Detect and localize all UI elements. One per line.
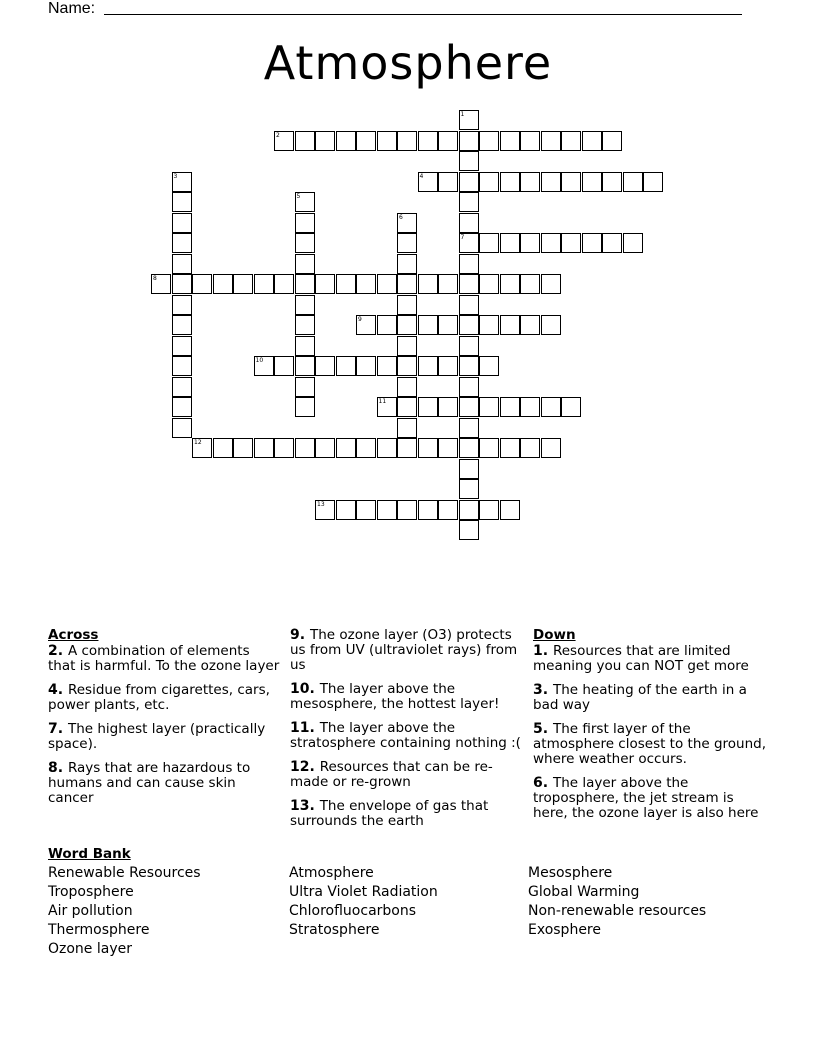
crossword-cell[interactable] <box>479 315 499 335</box>
crossword-cell[interactable] <box>459 459 479 479</box>
crossword-cell[interactable] <box>274 131 294 151</box>
crossword-cell[interactable] <box>377 397 397 417</box>
clue-number-13: 13 <box>317 500 325 508</box>
crossword-cell[interactable] <box>356 438 376 458</box>
crossword-cell[interactable] <box>377 315 397 335</box>
crossword-cell[interactable] <box>438 397 458 417</box>
word-bank-column-1 <box>48 864 201 959</box>
crossword-cell[interactable] <box>233 274 253 294</box>
crossword-cell[interactable] <box>459 315 479 335</box>
word-bank-item: Ozone layer <box>48 941 132 957</box>
crossword-cell[interactable] <box>418 274 438 294</box>
crossword-cell[interactable] <box>172 172 192 192</box>
crossword-cell[interactable] <box>479 438 499 458</box>
crossword-cell[interactable] <box>356 500 376 520</box>
name-underline[interactable] <box>104 14 742 15</box>
crossword-cell[interactable] <box>500 315 520 335</box>
clue-number-4: 4 <box>419 172 424 180</box>
crossword-cell[interactable] <box>520 397 540 417</box>
word-bank-column-3 <box>528 864 706 940</box>
crossword-cell[interactable] <box>397 500 417 520</box>
crossword-cell[interactable] <box>479 172 499 192</box>
crossword-cell[interactable] <box>397 131 417 151</box>
crossword-cell[interactable] <box>172 213 192 233</box>
clue-number-6: 6 <box>399 213 403 221</box>
clue-number-7: 7 <box>460 234 465 241</box>
crossword-cell[interactable] <box>356 131 376 151</box>
clue-number-9: 9 <box>358 316 362 323</box>
across-clues-column-1 <box>48 628 280 815</box>
crossword-cell[interactable] <box>459 356 479 376</box>
clue-across-7: 7. The highest layer (practically space). <box>48 721 266 752</box>
crossword-cell[interactable] <box>397 315 417 335</box>
crossword-cell[interactable] <box>418 172 438 192</box>
crossword-cell[interactable] <box>582 131 602 151</box>
crossword-cell[interactable] <box>643 172 663 192</box>
crossword-cell[interactable] <box>459 295 479 315</box>
crossword-cell[interactable] <box>315 131 335 151</box>
crossword-cell[interactable] <box>459 192 479 212</box>
crossword-cell[interactable] <box>172 192 192 212</box>
crossword-cell[interactable] <box>356 274 376 294</box>
word-bank-item: Stratosphere <box>289 922 380 938</box>
crossword-cell[interactable] <box>438 172 458 192</box>
crossword-cell[interactable] <box>172 254 192 274</box>
crossword-cell[interactable] <box>459 500 479 520</box>
crossword-cell[interactable] <box>397 377 417 397</box>
crossword-cell[interactable] <box>397 336 417 356</box>
crossword-cell[interactable] <box>520 131 540 151</box>
crossword-cell[interactable] <box>397 233 417 253</box>
crossword-cell[interactable] <box>459 213 479 233</box>
clue-across-11: 11. The layer above the stratosphere containing nothing :( <box>290 720 521 751</box>
crossword-cell[interactable] <box>500 500 520 520</box>
page-title: Atmosphere <box>263 36 553 90</box>
down-clues-column <box>533 628 769 830</box>
crossword-cell[interactable] <box>459 233 479 253</box>
crossword-cell[interactable] <box>541 172 561 192</box>
crossword-cell[interactable] <box>172 418 192 438</box>
crossword-cell[interactable] <box>459 418 479 438</box>
clue-across-13: 13. The envelope of gas that surrounds the earth <box>290 798 489 829</box>
crossword-cell[interactable] <box>254 274 274 294</box>
crossword-cell[interactable] <box>438 274 458 294</box>
clue-across-10: 10. The layer above the mesosphere, the hottest layer! <box>290 681 500 712</box>
crossword-cell[interactable] <box>602 131 622 151</box>
clue-number-3: 3 <box>173 172 178 180</box>
word-bank-column-2 <box>289 864 438 940</box>
crossword-cell[interactable] <box>479 131 499 151</box>
crossword-cell[interactable] <box>315 438 335 458</box>
crossword-cell[interactable] <box>438 356 458 376</box>
crossword-cell[interactable] <box>541 438 561 458</box>
clue-across-12: 12. Resources that can be re-made or re-grown <box>290 759 493 790</box>
crossword-cell[interactable] <box>500 438 520 458</box>
clue-down-1: 1. Resources that are limited meaning you can NOT get more <box>533 643 749 674</box>
clue-across-9: 9. The ozone layer (O3) protects us from UV (ultraviolet rays) from us <box>290 627 518 673</box>
crossword-cell[interactable] <box>459 336 479 356</box>
crossword-cell[interactable] <box>377 131 397 151</box>
crossword-cell[interactable] <box>377 356 397 376</box>
crossword-cell[interactable] <box>336 131 356 151</box>
clue-down-3: 3. The heating of the earth in a bad way <box>533 682 747 713</box>
crossword-cell[interactable] <box>459 172 479 192</box>
crossword-cell[interactable] <box>397 438 417 458</box>
crossword-cell[interactable] <box>561 233 581 253</box>
crossword-cell[interactable] <box>582 233 602 253</box>
crossword-cell[interactable] <box>541 274 561 294</box>
crossword-cell[interactable] <box>479 233 499 253</box>
crossword-cell[interactable] <box>295 254 315 274</box>
word-bank-item: Ultra Violet Radiation <box>289 884 438 900</box>
crossword-cell[interactable] <box>295 438 315 458</box>
crossword-cell[interactable] <box>172 336 192 356</box>
crossword-cell[interactable] <box>274 356 294 376</box>
crossword-cell[interactable] <box>438 131 458 151</box>
crossword-cell[interactable] <box>295 274 315 294</box>
word-bank-item: Global Warming <box>528 884 640 900</box>
crossword-cell[interactable] <box>459 479 479 499</box>
crossword-cell[interactable] <box>295 377 315 397</box>
across-clues-column-2 <box>290 628 526 838</box>
crossword-cell[interactable] <box>172 356 192 376</box>
crossword-cell[interactable] <box>479 397 499 417</box>
crossword-cell[interactable] <box>274 438 294 458</box>
crossword-cell[interactable] <box>254 356 274 376</box>
word-bank-item: Troposphere <box>48 884 134 900</box>
word-bank-item: Chlorofluocarbons <box>289 903 417 919</box>
crossword-cell[interactable] <box>315 356 335 376</box>
crossword-cell[interactable] <box>295 131 315 151</box>
crossword-cell[interactable] <box>213 274 233 294</box>
clue-number-2: 2 <box>276 131 280 139</box>
crossword-cell[interactable] <box>459 110 479 130</box>
crossword-cell[interactable] <box>254 438 274 458</box>
crossword-cell[interactable] <box>438 500 458 520</box>
crossword-cell[interactable] <box>192 274 212 294</box>
clue-number-8: 8 <box>153 275 157 282</box>
crossword-cell[interactable] <box>541 131 561 151</box>
crossword-cell[interactable] <box>172 274 192 294</box>
crossword-cell[interactable] <box>397 295 417 315</box>
crossword-cell[interactable] <box>336 356 356 376</box>
crossword-cell[interactable] <box>561 172 581 192</box>
crossword-cell[interactable] <box>356 315 376 335</box>
crossword-cell[interactable] <box>295 192 315 212</box>
word-bank-item: Non-renewable resources <box>528 903 707 919</box>
crossword-cell[interactable] <box>500 131 520 151</box>
crossword-cell[interactable] <box>438 315 458 335</box>
crossword-cell[interactable] <box>602 172 622 192</box>
clue-down-5: 5. The first layer of the atmosphere closest to the ground, where weather occurs. <box>533 721 767 767</box>
crossword-cell[interactable] <box>151 274 171 294</box>
clue-across-2: 2. A combination of elements that is harmful. To the ozone layer <box>48 643 280 674</box>
word-bank-item: Exosphere <box>528 922 601 938</box>
clue-across-8: 8. Rays that are hazardous to humans and can cause skin cancer <box>48 760 251 806</box>
crossword-cell[interactable] <box>561 397 581 417</box>
crossword-cell[interactable] <box>520 438 540 458</box>
crossword-cell[interactable] <box>541 397 561 417</box>
word-bank-item: Mesosphere <box>528 865 613 881</box>
word-bank-item: Thermosphere <box>48 922 150 938</box>
crossword-cell[interactable] <box>520 172 540 192</box>
crossword-cell[interactable] <box>623 172 643 192</box>
crossword-cell[interactable] <box>172 233 192 253</box>
crossword-cell[interactable] <box>459 254 479 274</box>
crossword-cell[interactable] <box>397 213 417 233</box>
crossword-cell[interactable] <box>172 377 192 397</box>
crossword-cell[interactable] <box>336 438 356 458</box>
crossword-cell[interactable] <box>172 295 192 315</box>
crossword-cell[interactable] <box>459 377 479 397</box>
crossword-cell[interactable] <box>397 418 417 438</box>
crossword-cell[interactable] <box>172 397 192 417</box>
crossword-cell[interactable] <box>500 172 520 192</box>
clue-number-12: 12 <box>194 439 202 446</box>
crossword-cell[interactable] <box>213 438 233 458</box>
crossword-cell[interactable] <box>295 397 315 417</box>
crossword-cell[interactable] <box>418 500 438 520</box>
crossword-cell[interactable] <box>602 233 622 253</box>
crossword-cell[interactable] <box>356 356 376 376</box>
crossword-cell[interactable] <box>397 397 417 417</box>
crossword-cell[interactable] <box>500 233 520 253</box>
crossword-cell[interactable] <box>315 274 335 294</box>
crossword-cell[interactable] <box>295 315 315 335</box>
word-bank-heading: Word Bank <box>48 846 131 862</box>
crossword-cell[interactable] <box>520 315 540 335</box>
clue-number-11: 11 <box>378 398 387 405</box>
crossword-cell[interactable] <box>233 438 253 458</box>
crossword-cell[interactable] <box>500 397 520 417</box>
crossword-cell[interactable] <box>623 233 643 253</box>
crossword-cell[interactable] <box>295 295 315 315</box>
word-bank-item: Air pollution <box>48 903 133 919</box>
crossword-cell[interactable] <box>459 397 479 417</box>
crossword-cell[interactable] <box>418 397 438 417</box>
crossword-cell[interactable] <box>295 233 315 253</box>
clue-number-10: 10 <box>255 357 264 364</box>
crossword-cell[interactable] <box>418 356 438 376</box>
crossword-cell[interactable] <box>459 520 479 540</box>
clue-down-6: 6. The layer above the troposphere, the jet stream is here, the ozone layer is also here <box>533 775 759 821</box>
crossword-cell[interactable] <box>500 274 520 294</box>
crossword-cell[interactable] <box>397 356 417 376</box>
crossword-cell[interactable] <box>418 315 438 335</box>
crossword-cell[interactable] <box>479 274 499 294</box>
crossword-cell[interactable] <box>438 438 458 458</box>
across-heading: Across <box>48 627 99 643</box>
crossword-cell[interactable] <box>172 315 192 335</box>
crossword-cell[interactable] <box>459 274 479 294</box>
crossword-cell[interactable] <box>295 213 315 233</box>
crossword-cell[interactable] <box>561 131 581 151</box>
crossword-cell[interactable] <box>541 315 561 335</box>
crossword-cell[interactable] <box>520 233 540 253</box>
crossword-cell[interactable] <box>459 131 479 151</box>
crossword-cell[interactable] <box>377 438 397 458</box>
crossword-cell[interactable] <box>295 336 315 356</box>
crossword-cell[interactable] <box>295 356 315 376</box>
crossword-cell[interactable] <box>479 356 499 376</box>
crossword-cell[interactable] <box>315 500 335 520</box>
crossword-cell[interactable] <box>582 172 602 192</box>
word-bank-item: Renewable Resources <box>48 865 201 881</box>
crossword-cell[interactable] <box>336 274 356 294</box>
crossword-cell[interactable] <box>459 151 479 171</box>
crossword-cell[interactable] <box>274 274 294 294</box>
crossword-cell[interactable] <box>418 131 438 151</box>
crossword-cell[interactable] <box>397 274 417 294</box>
crossword-cell[interactable] <box>377 274 397 294</box>
down-heading: Down <box>533 627 576 643</box>
crossword-cell[interactable] <box>397 254 417 274</box>
word-bank-item: Atmosphere <box>289 865 374 881</box>
crossword-cell[interactable] <box>192 438 212 458</box>
clue-across-4: 4. Residue from cigarettes, cars, power plants, etc. <box>48 682 270 713</box>
name-label: Name: <box>48 0 96 17</box>
crossword-cell[interactable] <box>541 233 561 253</box>
clue-number-1: 1 <box>460 111 465 118</box>
crossword-cell[interactable] <box>336 500 356 520</box>
clue-number-5: 5 <box>296 193 301 200</box>
crossword-cell[interactable] <box>479 500 499 520</box>
crossword-cell[interactable] <box>418 438 438 458</box>
crossword-cell[interactable] <box>459 438 479 458</box>
crossword-cell[interactable] <box>520 274 540 294</box>
crossword-cell[interactable] <box>377 500 397 520</box>
